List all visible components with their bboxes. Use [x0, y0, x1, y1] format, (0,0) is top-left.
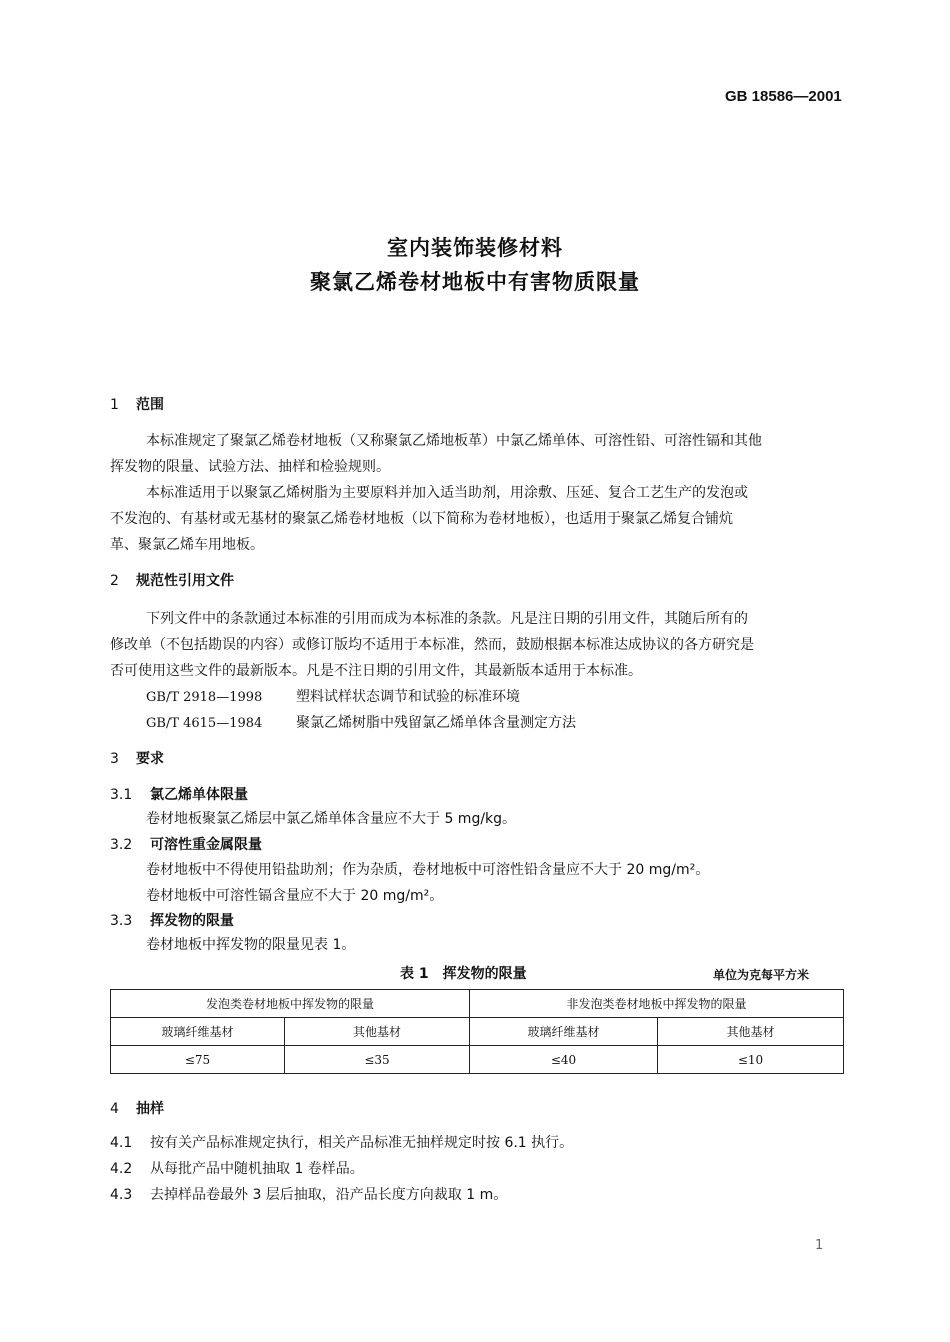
section-title: 抽样 [136, 1101, 164, 1117]
item-number: 4.1 [110, 1135, 133, 1151]
section-3-1-heading [110, 784, 248, 804]
section-3-2-heading [110, 834, 262, 854]
table-sub-header: 玻璃纤维基材 [111, 1018, 285, 1046]
table-unit: 单位为克每平方米 [713, 968, 810, 982]
section-number: 2 [110, 573, 119, 589]
section-title: 挥发物的限量 [150, 913, 234, 929]
title-line-1: 室内装饰装修材料 [387, 236, 563, 260]
table-cell: ≤35 [285, 1046, 470, 1074]
reference-title: 聚氯乙烯树脂中残留氯乙烯单体含量测定方法 [296, 715, 576, 731]
s3-1-text: 卷材地板聚氯乙烯层中氯乙烯单体含量应不大于 5 mg/kg。 [146, 811, 517, 827]
voc-limits-table [110, 989, 844, 1074]
title-line-2: 聚氯乙烯卷材地板中有害物质限量 [310, 270, 640, 294]
section-number: 3.1 [110, 787, 133, 803]
table-cell: ≤40 [470, 1046, 658, 1074]
page-number: 1 [815, 1238, 824, 1253]
table-sub-header: 玻璃纤维基材 [470, 1018, 658, 1046]
section-1-heading [110, 394, 164, 414]
section-3-heading [110, 748, 164, 768]
section-title: 范围 [136, 397, 164, 413]
table-sub-header-row [111, 1018, 844, 1046]
table-sub-header: 其他基材 [285, 1018, 470, 1046]
reference-code: GB/T 4615—1984 [146, 716, 263, 731]
table-sub-header: 其他基材 [658, 1018, 844, 1046]
section-number: 3 [110, 751, 119, 767]
s3-2-text-2: 卷材地板中可溶性镉含量应不大于 20 mg/m²。 [146, 888, 444, 904]
s3-2-text-1: 卷材地板中不得使用铅盐助剂；作为杂质，卷材地板中可溶性铅含量应不大于 20 mg/m²。 [146, 862, 710, 878]
section-title: 可溶性重金属限量 [150, 837, 262, 853]
item-number: 4.3 [110, 1187, 133, 1203]
reference-code: GB/T 2918—1998 [146, 690, 263, 705]
table-group-header-row [111, 990, 844, 1018]
table-group-header: 发泡类卷材地板中挥发物的限量 [111, 990, 470, 1018]
section-number: 1 [110, 397, 119, 413]
section-title: 要求 [136, 751, 164, 767]
s3-3-text: 卷材地板中挥发物的限量见表 1。 [146, 937, 356, 953]
s1-p1-line1: 本标准规定了聚氯乙烯卷材地板（又称聚氯乙烯地板革）中氯乙烯单体、可溶性铅、可溶性镉和其他 [146, 433, 762, 449]
s4-item [110, 1130, 573, 1156]
item-text: 从每批产品中随机抽取 1 卷样品。 [150, 1161, 364, 1177]
section-title: 氯乙烯单体限量 [150, 787, 248, 803]
s1-p2-line1: 本标准适用于以聚氯乙烯树脂为主要原料并加入适当助剂，用涂敷、压延、复合工艺生产的发泡或 [146, 485, 748, 501]
s2-p-line2: 修改单（不包括勘误的内容）或修订版均不适用于本标准，然而，鼓励根据本标准达成协议的各方研究是 [110, 637, 754, 653]
table-row [111, 1046, 844, 1074]
reference-title: 塑料试样状态调节和试验的标准环境 [296, 689, 520, 705]
reference-item [146, 710, 576, 737]
section-3-3-heading [110, 910, 234, 930]
section-title: 规范性引用文件 [136, 573, 234, 589]
section-number: 3.3 [110, 913, 133, 929]
s4-item [110, 1156, 364, 1182]
section-number: 4 [110, 1101, 119, 1117]
s2-p-line3: 否可使用这些文件的最新版本。凡是不注日期的引用文件，其最新版本适用于本标准。 [110, 663, 642, 679]
section-2-heading [110, 570, 234, 590]
s1-p1-line2: 挥发物的限量、试验方法、抽样和检验规则。 [110, 459, 390, 475]
s2-p-line1: 下列文件中的条款通过本标准的引用而成为本标准的条款。凡是注日期的引用文件，其随后所有的 [146, 611, 748, 627]
reference-item [146, 684, 520, 711]
section-4-heading [110, 1098, 164, 1118]
item-text: 按有关产品标准规定执行，相关产品标准无抽样规定时按 6.1 执行。 [150, 1135, 574, 1151]
table-group-header: 非发泡类卷材地板中挥发物的限量 [470, 990, 844, 1018]
table-caption: 表 1 挥发物的限量 [400, 966, 527, 982]
standard-code: GB 18586—2001 [725, 88, 842, 105]
section-number: 3.2 [110, 837, 133, 853]
s1-p2-line3: 革、聚氯乙烯车用地板。 [110, 537, 264, 553]
s4-item [110, 1182, 507, 1208]
item-text: 去掉样品卷最外 3 层后抽取，沿产品长度方向裁取 1 m。 [150, 1187, 508, 1203]
s1-p2-line2: 不发泡的、有基材或无基材的聚氯乙烯卷材地板（以下简称为卷材地板），也适用于聚氯乙烯复合铺炕 [110, 511, 733, 527]
item-number: 4.2 [110, 1161, 133, 1177]
table-cell: ≤75 [111, 1046, 285, 1074]
table-cell: ≤10 [658, 1046, 844, 1074]
